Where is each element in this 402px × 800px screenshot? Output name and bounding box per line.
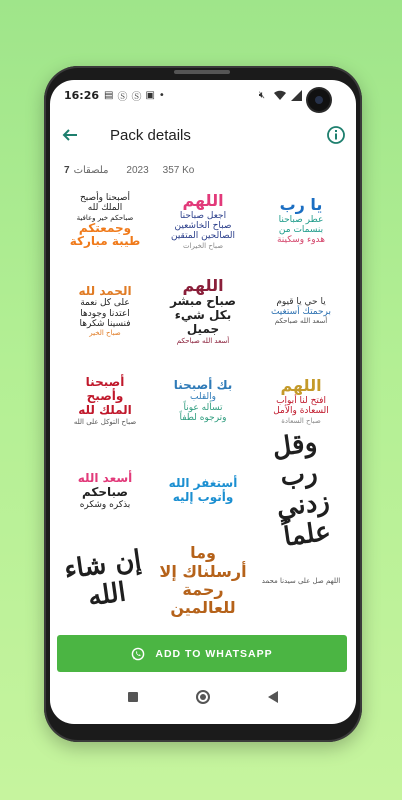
status-right-icons <box>259 90 302 101</box>
sticker-text: يا حي يا قيوم <box>276 296 326 307</box>
back-button[interactable] <box>268 691 278 703</box>
sticker-text: افتح لنا أبواب <box>276 395 326 406</box>
notification-icon: ▣ <box>145 89 155 101</box>
sticker-text: تسأله عوناً <box>183 402 223 413</box>
sticker-text: وما أرسلناك إلا <box>159 543 247 581</box>
sticker-text: الملك لله <box>78 402 132 417</box>
sticker-item[interactable] <box>60 178 150 264</box>
add-to-whatsapp-button[interactable] <box>57 635 347 672</box>
dot-icon: • <box>158 89 165 101</box>
sticker-item[interactable] <box>256 427 346 553</box>
sticker-text: الملك لله <box>87 203 123 214</box>
sticker-item[interactable] <box>158 268 248 354</box>
sticker-item[interactable] <box>158 538 248 624</box>
sticker-item[interactable] <box>60 448 150 534</box>
sticker-text: السعادة والأمل <box>273 406 329 417</box>
signal-icon <box>291 90 302 101</box>
sticker-item[interactable] <box>158 448 248 534</box>
sticker-text: بك أصبحنا <box>173 377 233 392</box>
sticker-item[interactable] <box>256 268 346 354</box>
sticker-text: اللهم <box>182 191 224 211</box>
sticker-count-label: ملصقات <box>73 164 109 176</box>
sticker-text: صباح الخاشعين <box>174 221 232 231</box>
sticker-text: بكل شيء جميل <box>174 308 232 337</box>
add-button-label: ADD TO WHATSAPP <box>155 647 273 660</box>
earpiece-speaker <box>174 70 230 74</box>
info-icon[interactable] <box>326 125 346 145</box>
system-nav-bar <box>50 680 356 714</box>
sticker-text: صباح السعادة <box>281 416 321 425</box>
sticker-text: وجمعتكم <box>78 220 132 235</box>
sticker-text: صباحكم خير وعافية <box>76 213 134 222</box>
sticker-grid <box>60 178 346 628</box>
sticker-text: عطر صباحنا <box>278 214 324 225</box>
sticker-text: اللهم صل على سيدنا محمد <box>261 576 341 585</box>
sticker-item[interactable] <box>60 268 150 354</box>
sticker-text: رحمة للعالمين <box>170 580 236 618</box>
app-screen <box>50 80 356 724</box>
sticker-text: فنسينا شكرها <box>79 319 131 330</box>
sticker-text: وترجوه لطفاً <box>179 413 227 424</box>
sticker-text: اللهم <box>182 276 224 296</box>
sticker-text: صباح التوكل على الله <box>73 417 137 426</box>
sticker-text: صباحكم <box>81 484 129 499</box>
front-camera <box>308 89 330 111</box>
sticker-text: أصبحنا <box>85 375 125 390</box>
sticker-text: بذكره وشكره <box>79 499 131 510</box>
sticker-text: أسعد الله <box>77 471 133 486</box>
sticker-text: أسعد الله صباحكم <box>176 336 230 345</box>
sticker-text: بنسمات من <box>278 225 324 236</box>
sticker-text: إن شاء الله <box>62 545 144 613</box>
recents-button[interactable] <box>128 692 138 702</box>
sticker-text: الحمد لله <box>78 283 132 298</box>
sticker-text: وقل رب زدني علماً <box>270 427 333 553</box>
sticker-count: 7 <box>64 164 70 176</box>
sticker-text: اجعل صباحنا <box>179 210 227 221</box>
sim-icon: Ⓢ <box>117 91 128 103</box>
sticker-text: الصالحين المتقين <box>170 231 236 242</box>
sticker-text: اعتدنا وجودها <box>80 308 130 319</box>
pack-meta <box>50 160 356 180</box>
sticker-text: هدوء وسكينة <box>276 235 326 246</box>
sticker-text: وأتوب إليه <box>172 490 234 504</box>
sticker-item[interactable] <box>60 538 150 624</box>
pack-size: 357 Ko <box>162 164 195 176</box>
sticker-text: أسعد الله صباحكم <box>274 317 328 326</box>
sticker-item[interactable] <box>158 178 248 264</box>
pack-year: 2023 <box>126 164 149 176</box>
page-title: Pack details <box>110 126 191 144</box>
sticker-item[interactable] <box>60 358 150 444</box>
sticker-item[interactable] <box>256 178 346 264</box>
sim-icon: Ⓢ <box>131 91 142 103</box>
wifi-icon <box>273 90 287 101</box>
back-arrow-icon[interactable] <box>60 125 80 145</box>
sticker-text: برحمتك أستغيث <box>270 306 332 317</box>
sticker-text: صباح مبشر <box>170 294 236 309</box>
status-time: 16:26 <box>64 88 100 102</box>
sticker-item[interactable] <box>158 358 248 444</box>
sticker-text: وأصبح <box>86 389 124 404</box>
mute-icon: 🔇︎ <box>258 89 265 101</box>
sticker-text: أصبحنا وأصبح <box>80 192 131 203</box>
sticker-text: صباح الخيرات <box>182 241 224 250</box>
sticker-text: طيبة مباركة <box>69 234 141 249</box>
sticker-text: على كل نعمة <box>80 298 130 309</box>
sticker-text: والقلب <box>190 392 216 403</box>
sticker-text: يا رب <box>279 195 323 215</box>
message-icon: ▤ <box>104 89 114 101</box>
home-button[interactable] <box>196 690 210 704</box>
sticker-text: أستغفر الله <box>168 476 238 491</box>
whatsapp-icon <box>131 647 145 661</box>
sticker-text: اللهم <box>280 376 322 396</box>
app-bar <box>50 110 356 160</box>
sticker-text: صباح الخير <box>89 329 121 338</box>
